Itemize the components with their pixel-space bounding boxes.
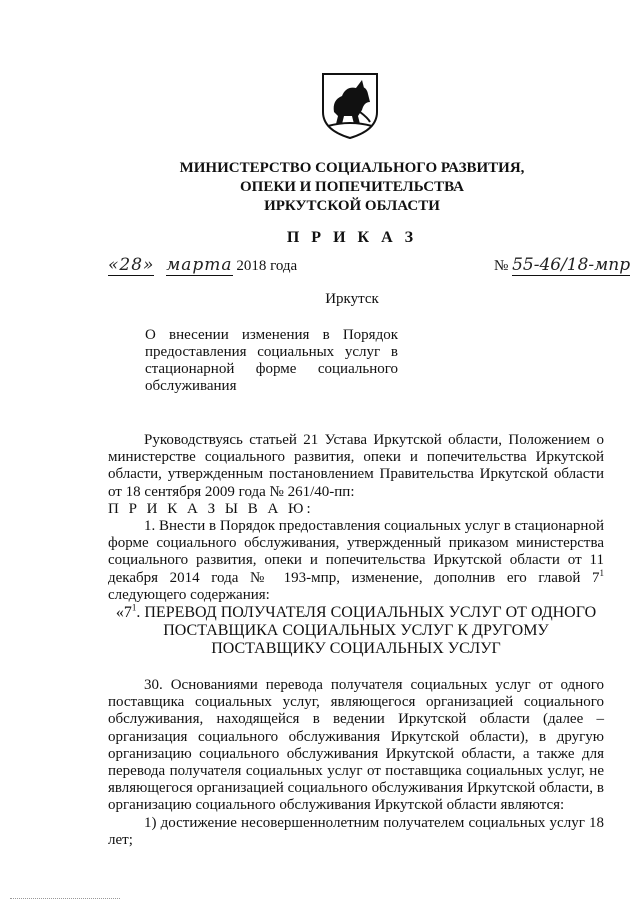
number-sign: № <box>494 258 509 274</box>
chapter-number: «7 <box>115 604 132 622</box>
document-number <box>494 255 630 276</box>
ministry-line: ИРКУТСКОЙ ОБЛАСТИ <box>264 198 440 214</box>
number-value-handwritten: 55-46/18-мпр <box>512 255 631 275</box>
date-day-handwritten: «28» <box>108 255 155 275</box>
document-subject: О внесении изменения в Порядок предоставления социальных услуг в стационарной форме социального обслуживания <box>145 327 398 394</box>
item-1-superscript: 1 <box>599 567 604 578</box>
ministry-line: МИНИСТЕРСТВО СОЦИАЛЬНОГО РАЗВИТИЯ, <box>179 160 525 176</box>
ministry-line: ОПЕКИ И ПОПЕЧИТЕЛЬСТВА <box>240 179 464 195</box>
ministry-name <box>0 159 640 216</box>
item-1-text-end: следующего содержания: <box>108 586 270 603</box>
chapter-title-text: . ПЕРЕВОД ПОЛУЧАТЕЛЯ СОЦИАЛЬНЫХ УСЛУГ ОТ ОДНОГО ПОСТАВЩИКА СОЦИАЛЬНЫХ УСЛУГ К ДРУГОМУ ПОСТАВЩИКУ СОЦИАЛЬНЫХ УСЛУГ <box>136 604 597 658</box>
chapter-title <box>108 604 604 658</box>
document-type-title: П Р И К А З <box>286 229 418 246</box>
date-month-handwritten: марта <box>166 255 233 275</box>
chapter-superscript: 1 <box>131 602 137 613</box>
document-date <box>108 255 297 276</box>
footer-divider <box>10 898 120 899</box>
order-word: П Р И К А З Ы В А Ю: <box>108 500 314 517</box>
city-name: Иркутск <box>325 291 379 307</box>
paragraph-30-item-1: 1) достижение несовершеннолетним получателем социальных услуг 18 лет; <box>108 814 604 848</box>
item-1-text: 1. Внести в Порядок предоставления социальных услуг в стационарной форме социального обслуживания, утвержденный приказом министерства социального развития, опеки и попечительства Иркутской области от 11 декабря 2014 года № 193-мпр, изменение, дополнив его главой 7 <box>108 518 604 586</box>
document-body <box>108 432 604 849</box>
date-year: 2018 года <box>236 258 298 274</box>
spacer <box>108 658 604 677</box>
paragraph-30: 30. Основаниями перевода получателя социальных услуг от одного поставщика социальных услуг, являющегося организацией социального обслуживания, находящейся в ведении Иркутской области (далее – организация социального обслуживания Иркутской области), в другую организацию социального обслуживания Иркутской области, а также для перевода получателя социальных услуг от поставщика социальных услуг, не являющегося организацией социального обслуживания Иркутской области, в организацию социального обслуживания Иркутской области являются: <box>108 677 604 814</box>
preamble-paragraph: Руководствуясь статьей 21 Устава Иркутской области, Положением о министерстве социального развития, опеки и попечительства Иркутской области, утвержденным постановлением Правительства Иркутской области от 18 сентября 2009 года № 261/40-пп: <box>108 432 604 500</box>
irkutsk-emblem-icon <box>320 72 380 140</box>
item-1-paragraph <box>108 518 604 604</box>
